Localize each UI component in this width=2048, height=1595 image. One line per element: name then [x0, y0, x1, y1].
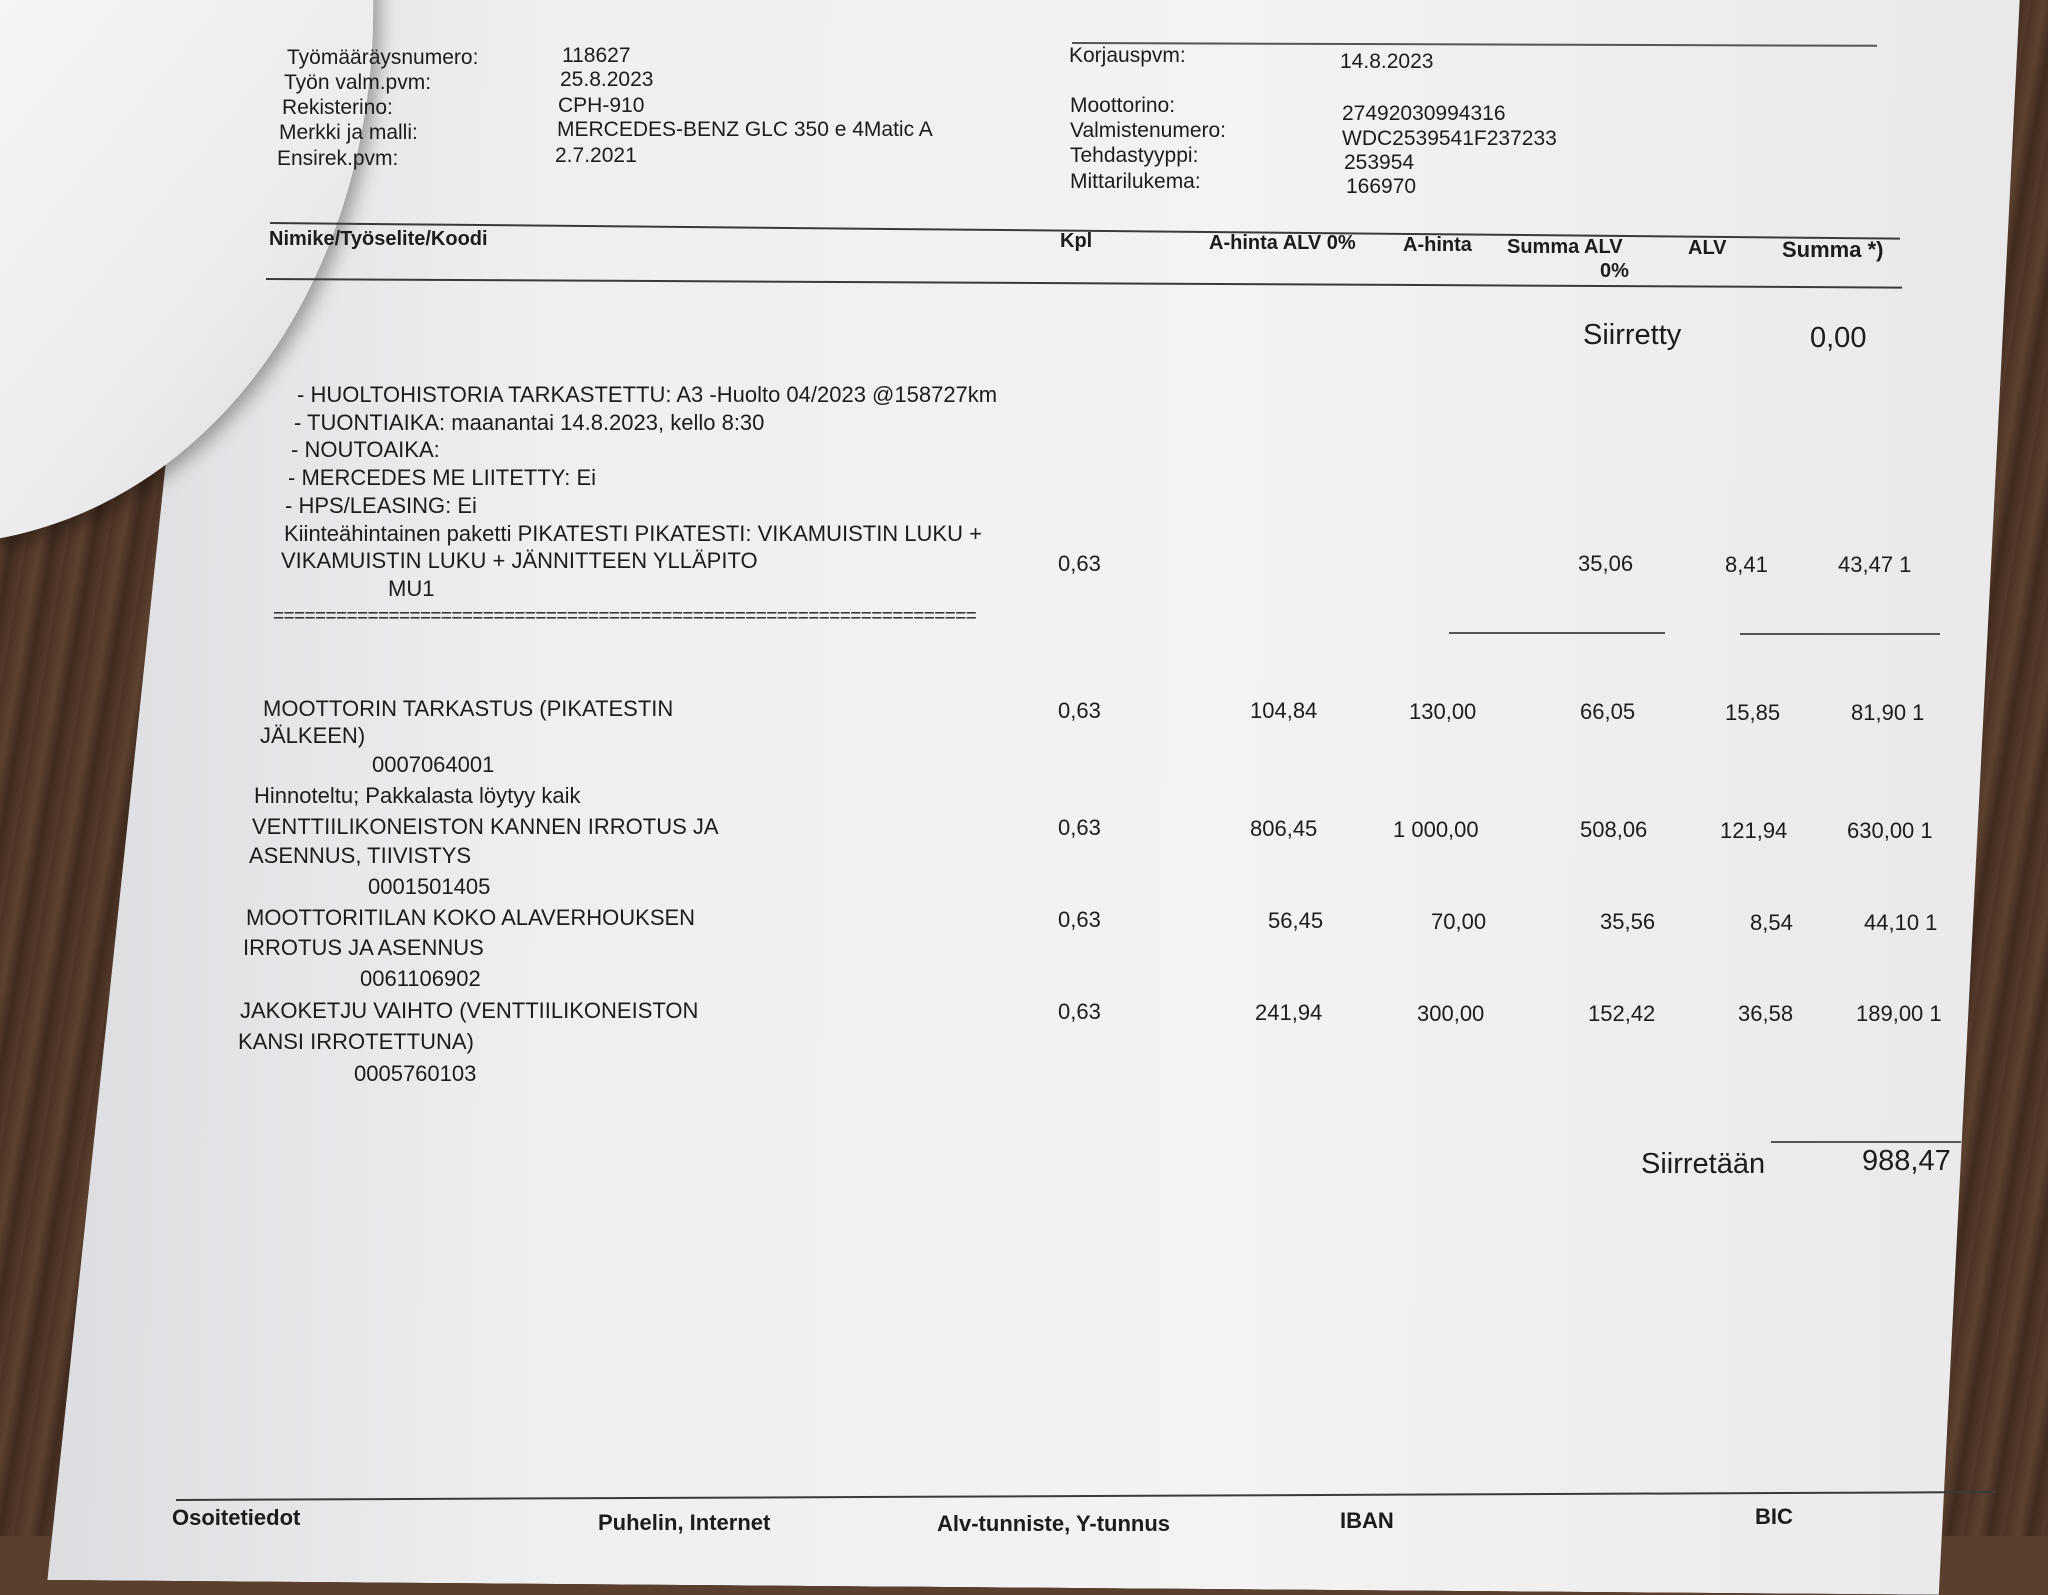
value-vin: WDC2539541F237233: [1342, 127, 1557, 150]
subtotal-rule-sum: [1449, 632, 1665, 634]
row-1-total: 81,90 1: [1851, 700, 1925, 725]
row-2-unit-ex-vat: 806,45: [1250, 816, 1318, 841]
label-work-order-number: Työmääräysnumero:: [287, 46, 479, 69]
columns-bottom-rule: [266, 278, 1902, 289]
label-completion-date: Työn valm.pvm:: [284, 71, 432, 94]
row-4-sum-ex-vat: 152,42: [1588, 1001, 1656, 1026]
value-registration: CPH-910: [558, 94, 645, 117]
footer-vat-id: Alv-tunniste, Y-tunnus: [937, 1511, 1171, 1536]
row-3-code: 0061106902: [360, 966, 481, 991]
row-3-line-1: MOOTTORITILAN KOKO ALAVERHOUKSEN: [246, 905, 696, 930]
row-2-sum-ex-vat: 508,06: [1580, 817, 1648, 842]
package-separator: ===================================================================: [273, 606, 977, 627]
transferred-out-value: 988,47: [1862, 1145, 1951, 1177]
label-registration: Rekisterino:: [282, 96, 393, 119]
column-total: Summa *): [1782, 237, 1884, 262]
row-3-line-2: IRROTUS JA ASENNUS: [243, 935, 484, 960]
footer-phone: Puhelin, Internet: [598, 1510, 771, 1535]
value-factory-type: 253954: [1344, 151, 1415, 174]
row-4-unit: 300,00: [1417, 1001, 1485, 1026]
label-first-registration: Ensirek.pvm:: [277, 147, 399, 170]
note-mercedes-me: - MERCEDES ME LIITETTY: Ei: [288, 465, 597, 490]
row-1-unit-ex-vat: 104,84: [1250, 698, 1318, 723]
footer-bic: BIC: [1755, 1504, 1793, 1529]
transferred-in-value: 0,00: [1810, 322, 1867, 354]
row-2-qty: 0,63: [1058, 815, 1101, 840]
row-2-unit: 1 000,00: [1393, 817, 1479, 842]
label-repair-date: Korjauspvm:: [1069, 44, 1186, 67]
label-vin: Valmistenumero:: [1070, 119, 1227, 142]
column-sum-ex-vat: Summa ALV: [1507, 236, 1623, 258]
package-code: MU1: [388, 576, 435, 601]
row-4-line-2: KANSI IRROTETTUNA): [238, 1029, 474, 1054]
row-3-sum-ex-vat: 35,56: [1600, 909, 1656, 934]
row-1-code: 0007064001: [372, 752, 495, 777]
row-3-unit-ex-vat: 56,45: [1268, 908, 1324, 933]
row-1-line-1: MOOTTORIN TARKASTUS (PIKATESTIN: [263, 696, 674, 721]
row-1-vat: 15,85: [1725, 700, 1781, 725]
column-unit-ex-vat: A-hinta ALV 0%: [1209, 232, 1356, 254]
label-odometer: Mittarilukema:: [1070, 170, 1201, 193]
value-engine-number: 27492030994316: [1342, 102, 1506, 125]
package-sum-ex-vat: 35,06: [1578, 551, 1634, 576]
label-engine-number: Moottorino:: [1070, 94, 1176, 117]
row-1-unit: 130,00: [1409, 699, 1477, 724]
package-vat: 8,41: [1725, 552, 1768, 577]
value-first-registration: 2.7.2021: [555, 144, 637, 167]
note-pickup-time: - NOUTOAIKA:: [291, 437, 440, 462]
header-top-rule: [1072, 42, 1877, 46]
row-2-line-1: VENTTIILIKONEISTON KANNEN IRROTUS JA: [252, 814, 719, 839]
footer-rule: [176, 1491, 1996, 1501]
row-3-vat: 8,54: [1750, 910, 1793, 935]
row-4-unit-ex-vat: 241,94: [1255, 1000, 1323, 1025]
row-2-line-2: ASENNUS, TIIVISTYS: [249, 843, 472, 868]
package-qty: 0,63: [1058, 551, 1101, 576]
row-3-qty: 0,63: [1058, 907, 1101, 932]
package-line-2: VIKAMUISTIN LUKU + JÄNNITTEEN YLLÄPITO: [281, 548, 758, 573]
row-2-total: 630,00 1: [1847, 818, 1933, 843]
row-4-qty: 0,63: [1058, 999, 1101, 1024]
footer-address: Osoitetiedot: [172, 1505, 301, 1530]
column-item: Nimike/Työselite/Koodi: [269, 228, 488, 250]
row-2-vat: 121,94: [1720, 818, 1788, 843]
row-4-vat: 36,58: [1738, 1001, 1794, 1026]
subtotal-rule-total: [1740, 633, 1940, 635]
row-4-total: 189,00 1: [1856, 1001, 1942, 1026]
label-make-model: Merkki ja malli:: [279, 121, 418, 144]
row-3-total: 44,10 1: [1864, 910, 1938, 935]
column-vat: ALV: [1688, 237, 1727, 259]
row-1-note: Hinnoteltu; Pakkalasta löytyy kaik: [254, 783, 581, 808]
package-line-1: Kiinteähintainen paketti PIKATESTI PIKATESTI: VIKAMUISTIN LUKU +: [284, 521, 982, 546]
column-unit-price: A-hinta: [1403, 234, 1472, 256]
note-hps-leasing: - HPS/LEASING: Ei: [285, 493, 477, 518]
row-4-line-1: JAKOKETJU VAIHTO (VENTTIILIKONEISTON: [240, 998, 699, 1023]
row-3-unit: 70,00: [1431, 909, 1487, 934]
note-service-history: - HUOLTOHISTORIA TARKASTETTU: A3 -Huolto 04/2023 @158727km: [297, 382, 998, 407]
value-repair-date: 14.8.2023: [1340, 50, 1434, 73]
transferred-out-label: Siirretään: [1641, 1148, 1766, 1180]
footer-iban: IBAN: [1340, 1508, 1394, 1533]
note-arrival-time: - TUONTIAIKA: maanantai 14.8.2023, kello 8:30: [294, 410, 765, 435]
column-qty: Kpl: [1060, 230, 1093, 252]
package-total: 43,47 1: [1838, 552, 1912, 577]
row-1-qty: 0,63: [1058, 698, 1101, 723]
column-sum-ex-vat-pct: 0%: [1600, 260, 1629, 282]
value-make-model: MERCEDES-BENZ GLC 350 e 4Matic A: [557, 118, 933, 141]
row-1-line-2: JÄLKEEN): [260, 723, 366, 748]
value-work-order-number: 118627: [562, 44, 631, 67]
row-1-sum-ex-vat: 66,05: [1580, 699, 1636, 724]
label-factory-type: Tehdastyyppi:: [1070, 144, 1199, 167]
row-2-code: 0001501405: [368, 874, 491, 899]
value-odometer: 166970: [1346, 175, 1417, 198]
total-rule: [1771, 1141, 1961, 1143]
row-4-code: 0005760103: [354, 1061, 477, 1086]
value-completion-date: 25.8.2023: [560, 68, 654, 91]
transferred-in-label: Siirretty: [1583, 319, 1682, 351]
